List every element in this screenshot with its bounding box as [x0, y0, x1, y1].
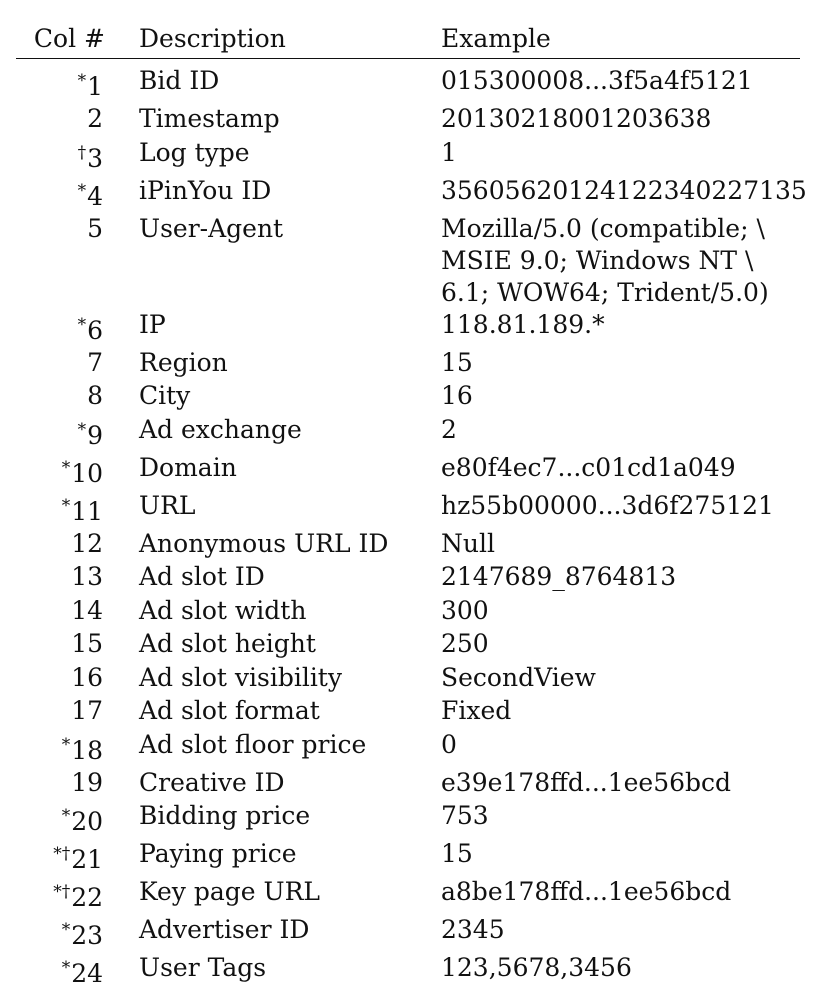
column-number-cell [16, 729, 121, 767]
example-cell [423, 103, 800, 137]
example-cell [423, 838, 800, 876]
column-number: 15 [71, 629, 103, 658]
col-number-header: Col # [16, 22, 121, 59]
column-number-cell [16, 213, 121, 309]
column-number-cell [16, 876, 121, 914]
column-number: 6 [87, 316, 103, 345]
log-format-table-container [16, 22, 800, 990]
example-line: 2345 [441, 914, 800, 946]
table-row [16, 952, 800, 990]
column-number: 1 [87, 72, 103, 101]
column-marker: * [62, 806, 71, 826]
description-cell: Advertiser ID [121, 914, 423, 952]
column-marker: * [62, 920, 71, 940]
example-cell [423, 952, 800, 990]
example-cell [423, 347, 800, 381]
example-line: a8be178ffd...1ee56bcd [441, 876, 800, 908]
example-cell [423, 595, 800, 629]
description-cell: Ad slot ID [121, 561, 423, 595]
example-line: Null [441, 528, 800, 560]
description-cell: IP [121, 309, 423, 347]
example-cell [423, 213, 800, 309]
table-row [16, 662, 800, 696]
example-line: 20130218001203638 [441, 103, 800, 135]
example-cell [423, 528, 800, 562]
column-marker: * [78, 315, 87, 335]
description-cell: Timestamp [121, 103, 423, 137]
example-cell [423, 380, 800, 414]
column-number-cell [16, 137, 121, 175]
column-marker: * [62, 496, 71, 516]
description-cell: City [121, 380, 423, 414]
example-cell [423, 59, 800, 104]
column-number: 5 [87, 214, 103, 243]
column-number: 7 [87, 348, 103, 377]
example-line: 6.1; WOW64; Trident/5.0) [441, 277, 800, 309]
example-line: Fixed [441, 695, 800, 727]
table-row [16, 137, 800, 175]
column-marker: * [62, 735, 71, 755]
table-row [16, 309, 800, 347]
example-line: e80f4ec7...c01cd1a049 [441, 452, 800, 484]
table-row [16, 695, 800, 729]
table-header [16, 22, 800, 59]
table-row [16, 452, 800, 490]
example-line: 15 [441, 347, 800, 379]
column-number-cell [16, 628, 121, 662]
table-row [16, 175, 800, 213]
table-row [16, 767, 800, 801]
column-marker: * [78, 181, 87, 201]
column-number-cell [16, 380, 121, 414]
column-number-cell [16, 175, 121, 213]
example-line: 35605620124122340227135 [441, 175, 800, 207]
column-number: 18 [71, 736, 103, 765]
table-row [16, 380, 800, 414]
column-number-cell [16, 695, 121, 729]
column-marker: *† [53, 882, 70, 902]
column-number-cell [16, 838, 121, 876]
column-number-cell [16, 452, 121, 490]
example-line: 2147689_8764813 [441, 561, 800, 593]
table-body [16, 59, 800, 990]
column-number: 3 [87, 144, 103, 173]
column-number: 14 [71, 596, 103, 625]
column-number: 4 [87, 182, 103, 211]
column-number: 19 [71, 768, 103, 797]
example-line: 1 [441, 137, 800, 169]
example-line: SecondView [441, 662, 800, 694]
example-line: 753 [441, 800, 800, 832]
example-cell [423, 729, 800, 767]
column-number: 9 [87, 421, 103, 450]
column-marker: * [78, 420, 87, 440]
description-cell: Ad slot width [121, 595, 423, 629]
column-marker: * [62, 458, 71, 478]
log-format-table [16, 22, 800, 990]
table-row [16, 561, 800, 595]
column-number: 8 [87, 381, 103, 410]
table-row [16, 838, 800, 876]
table-row [16, 347, 800, 381]
column-number-cell [16, 59, 121, 104]
example-cell [423, 628, 800, 662]
table-row [16, 103, 800, 137]
description-cell: Key page URL [121, 876, 423, 914]
column-number-cell [16, 662, 121, 696]
example-line: 15 [441, 838, 800, 870]
description-header: Description [121, 22, 423, 59]
example-line: 16 [441, 380, 800, 412]
column-marker: † [78, 143, 87, 163]
example-cell [423, 695, 800, 729]
description-cell: URL [121, 490, 423, 528]
description-cell: User-Agent [121, 213, 423, 309]
column-number: 17 [71, 696, 103, 725]
example-cell [423, 767, 800, 801]
table-row [16, 914, 800, 952]
example-cell [423, 561, 800, 595]
column-number-cell [16, 528, 121, 562]
column-number-cell [16, 595, 121, 629]
column-number-cell [16, 561, 121, 595]
column-number: 20 [71, 807, 103, 836]
example-header: Example [423, 22, 800, 59]
column-number: 10 [71, 459, 103, 488]
column-number: 12 [71, 529, 103, 558]
description-cell: Bid ID [121, 59, 423, 104]
column-number: 22 [71, 883, 103, 912]
example-line: 123,5678,3456 [441, 952, 800, 984]
column-number-cell [16, 103, 121, 137]
description-cell: User Tags [121, 952, 423, 990]
example-line: 015300008...3f5a4f5121 [441, 65, 800, 97]
example-cell [423, 175, 800, 213]
example-cell [423, 800, 800, 838]
description-cell: Ad slot floor price [121, 729, 423, 767]
table-row [16, 595, 800, 629]
example-cell [423, 914, 800, 952]
example-cell [423, 876, 800, 914]
table-row [16, 213, 800, 309]
table-row [16, 876, 800, 914]
description-cell: Ad slot visibility [121, 662, 423, 696]
example-line: 2 [441, 414, 800, 446]
description-cell: Anonymous URL ID [121, 528, 423, 562]
description-cell: Ad slot height [121, 628, 423, 662]
description-cell: Ad slot format [121, 695, 423, 729]
description-cell: Ad exchange [121, 414, 423, 452]
column-marker: * [78, 71, 87, 91]
description-cell: Log type [121, 137, 423, 175]
column-number-cell [16, 347, 121, 381]
column-marker: * [62, 958, 71, 978]
example-line: 300 [441, 595, 800, 627]
table-row [16, 414, 800, 452]
column-number-cell [16, 914, 121, 952]
table-row [16, 729, 800, 767]
example-line: 250 [441, 628, 800, 660]
description-cell: Paying price [121, 838, 423, 876]
example-line: 118.81.189.* [441, 309, 800, 341]
column-number-cell [16, 800, 121, 838]
example-cell [423, 490, 800, 528]
column-number-cell [16, 767, 121, 801]
description-cell: iPinYou ID [121, 175, 423, 213]
description-cell: Creative ID [121, 767, 423, 801]
column-number-cell [16, 490, 121, 528]
table-row [16, 59, 800, 104]
example-line: Mozilla/5.0 (compatible; \ [441, 213, 800, 245]
example-cell [423, 662, 800, 696]
example-line: MSIE 9.0; Windows NT \ [441, 245, 800, 277]
example-line: 0 [441, 729, 800, 761]
column-marker: *† [53, 844, 70, 864]
example-cell [423, 309, 800, 347]
column-number: 21 [71, 845, 103, 874]
header-row [16, 22, 800, 59]
example-line: e39e178ffd...1ee56bcd [441, 767, 800, 799]
example-cell [423, 137, 800, 175]
table-row [16, 528, 800, 562]
column-number: 11 [71, 497, 103, 526]
column-number: 16 [71, 663, 103, 692]
example-cell [423, 452, 800, 490]
column-number: 13 [71, 562, 103, 591]
description-cell: Region [121, 347, 423, 381]
column-number-cell [16, 952, 121, 990]
example-cell [423, 414, 800, 452]
column-number: 24 [71, 959, 103, 988]
example-line: hz55b00000...3d6f275121 [441, 490, 800, 522]
description-cell: Domain [121, 452, 423, 490]
column-number: 23 [71, 921, 103, 950]
table-row [16, 800, 800, 838]
description-cell: Bidding price [121, 800, 423, 838]
table-row [16, 490, 800, 528]
column-number: 2 [87, 104, 103, 133]
column-number-cell [16, 414, 121, 452]
column-number-cell [16, 309, 121, 347]
table-row [16, 628, 800, 662]
